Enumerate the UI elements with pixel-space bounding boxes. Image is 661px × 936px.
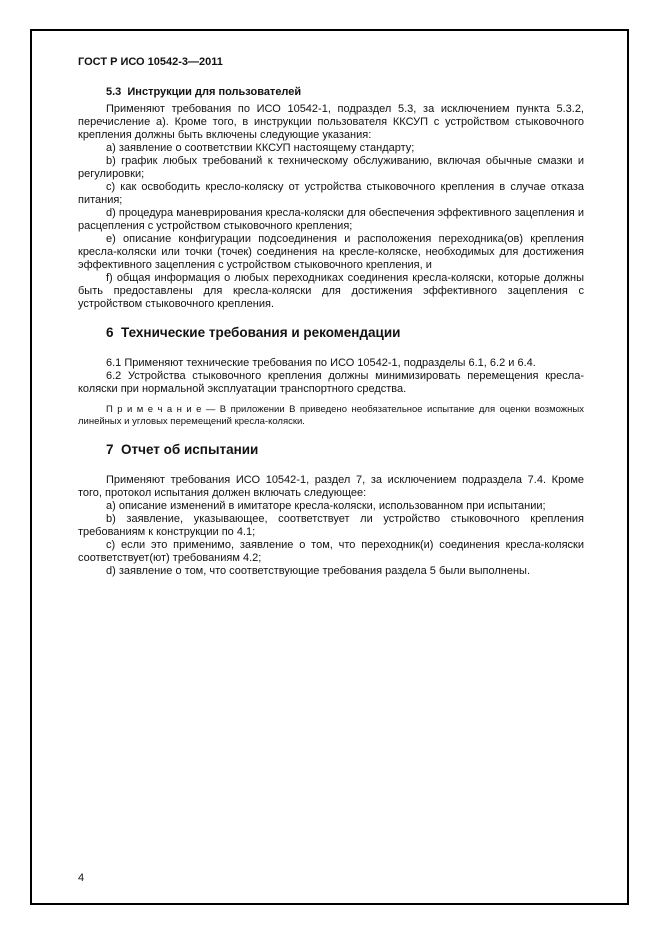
section-7-item-d: d) заявление о том, что соответствующие требования раздела 5 были выполнены. — [106, 565, 531, 577]
section-5-3-item-b: b) график любых требований к техническому обслуживанию, включая обычные смазки и регулировки; — [78, 155, 584, 180]
section-5-3-intro: Применяют требования по ИСО 10542-1, подраздел 5.3, за исключением пункта 5.3.2, перечисление а). Кроме того, в инструкции пользователя ККСУП с устройством стыковочного крепления должны быть включены следующие указания: — [78, 103, 584, 141]
section-6-heading: 6 Технические требования и рекомендации — [106, 325, 401, 340]
section-5-3-heading: 5.3 Инструкции для пользователей — [106, 86, 302, 98]
note-paragraph: П р и м е ч а н и е — В приложении В приведено необязательное испытание для оценки возможных линейных и угловых перемещений кресла-коляски. — [78, 404, 584, 427]
section-7-item-a: a) описание изменений в имитаторе кресла-коляски, использованном при испытании; — [106, 500, 546, 512]
section-5-3-item-c: c) как освободить кресло-коляску от устройства стыковочного крепления в случае отказа питания; — [78, 181, 584, 206]
section-7-item-b: b) заявление, указывающее, соответствует ли устройство стыковочного крепления требованиям к конструкции по 4.1; — [78, 513, 584, 538]
running-header: ГОСТ Р ИСО 10542-3—2011 — [78, 56, 223, 68]
section-5-3-item-f: f) общая информация о любых переходниках соединения кресла-коляски, которые должны быть предоставлены для кресла-коляски для достижения эффективного зацепления с устройством стыковочного крепления. — [78, 272, 584, 310]
clause-6-2: 6.2 Устройства стыковочного крепления должны минимизировать перемещения кресла-коляски при нормальной эксплуатации транспортного средства. — [78, 370, 584, 395]
section-5-3-item-d: d) процедура маневрирования кресла-коляски для обеспечения эффективного зацепления и расцепления с устройством стыковочного крепления; — [78, 207, 584, 232]
clause-6-1: 6.1 Применяют технические требования по ИСО 10542-1, подразделы 6.1, 6.2 и 6.4. — [106, 357, 536, 369]
page-content — [78, 56, 584, 578]
section-7-heading: 7 Отчет об испытании — [106, 442, 259, 457]
section-7-item-c: c) если это применимо, заявление о том, что переходник(и) соединения кресла-коляски соответствует(ют) требованиям 4.2; — [78, 539, 584, 564]
section-5-3-item-e: e) описание конфигурации подсоединения и расположения переходника(ов) крепления кресла-коляски или точки (точек) соединения на кресле-коляске, необходимых для достижения эффективного зацепления с устройством стыковочного крепления, и — [78, 233, 584, 271]
section-5-3-item-a: a) заявление о соответствии ККСУП настоящему стандарту; — [106, 142, 415, 154]
page-number: 4 — [78, 872, 85, 884]
section-7-intro: Применяют требования ИСО 10542-1, раздел 7, за исключением подраздела 7.4. Кроме того, протокол испытания должен включать следующее: — [78, 474, 584, 499]
